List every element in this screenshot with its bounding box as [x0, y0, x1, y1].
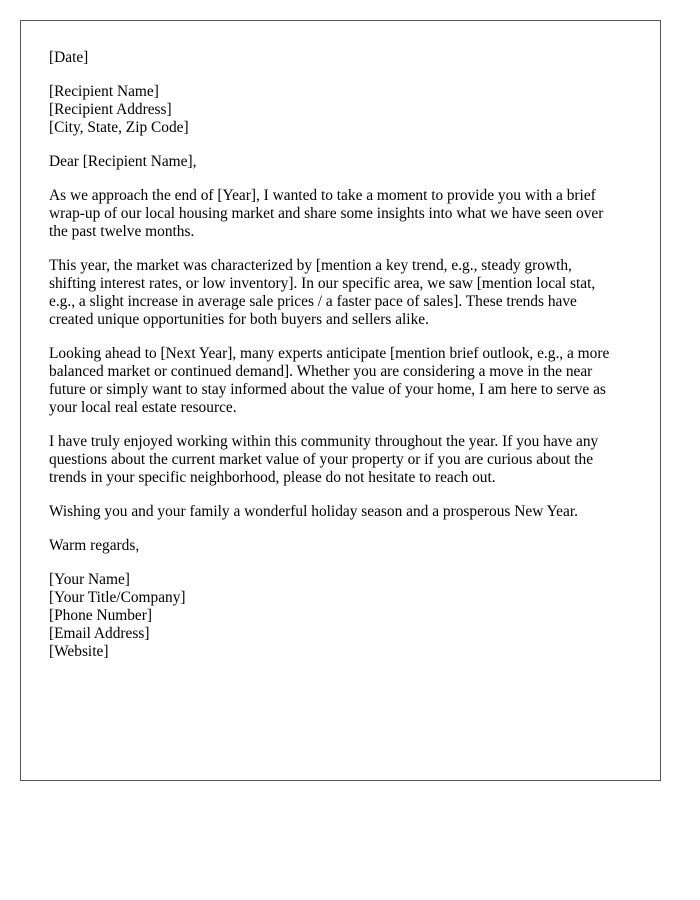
salutation-line: Dear [Recipient Name], — [49, 153, 197, 170]
recipient-address: [Recipient Address] — [49, 101, 172, 118]
text-line: e.g., a slight increase in average sale prices / a faster pace of sales]. These trends have — [49, 293, 577, 310]
text-line: created unique opportunities for both buyers and sellers alike. — [49, 311, 429, 328]
text-line: questions about the current market value of your property or if you are curious about the — [49, 451, 594, 468]
sender-phone: [Phone Number] — [49, 607, 153, 624]
sender-website: [Website] — [49, 643, 109, 660]
closing — [49, 537, 640, 555]
text-line: This year, the market was characterized by [mention a key trend, e.g., steady growth, — [49, 257, 572, 274]
text-line: Looking ahead to [Next Year], many experts anticipate [mention brief outlook, e.g., a more — [49, 345, 610, 362]
sender-title: [Your Title/Company] — [49, 589, 186, 606]
body-paragraph-1 — [49, 187, 640, 241]
letter-content — [49, 49, 640, 677]
recipient-name: [Recipient Name] — [49, 83, 159, 100]
recipient-block — [49, 83, 640, 137]
sender-name: [Your Name] — [49, 571, 130, 588]
text-line: wrap-up of our local housing market and share some insights into what we have seen over — [49, 205, 604, 222]
text-line: As we approach the end of [Year], I wanted to take a moment to provide you with a brief — [49, 187, 596, 204]
letter-page — [20, 20, 661, 781]
sender-email: [Email Address] — [49, 625, 150, 642]
salutation — [49, 153, 640, 171]
text-line: shifting interest rates, or low inventory]. In our specific area, we saw [mention local stat, — [49, 275, 596, 292]
text-line: future or simply want to stay informed about the value of your home, I am here to serve as — [49, 381, 606, 398]
body-paragraph-3 — [49, 345, 640, 417]
text-line: Wishing you and your family a wonderful holiday season and a prosperous New Year. — [49, 503, 578, 520]
text-line: trends in your specific neighborhood, please do not hesitate to reach out. — [49, 469, 496, 486]
text-line: the past twelve months. — [49, 223, 195, 240]
body-paragraph-2 — [49, 257, 640, 329]
letter-date — [49, 49, 640, 67]
closing-line: Warm regards, — [49, 537, 140, 554]
text-line: balanced market or continued demand]. Whether you are considering a move in the near — [49, 363, 593, 380]
signature-block — [49, 571, 640, 661]
body-paragraph-4 — [49, 433, 640, 487]
date-line: [Date] — [49, 49, 89, 66]
recipient-city: [City, State, Zip Code] — [49, 119, 189, 136]
text-line: I have truly enjoyed working within this community throughout the year. If you have any — [49, 433, 599, 450]
text-line: your local real estate resource. — [49, 399, 237, 416]
body-paragraph-5 — [49, 503, 640, 521]
